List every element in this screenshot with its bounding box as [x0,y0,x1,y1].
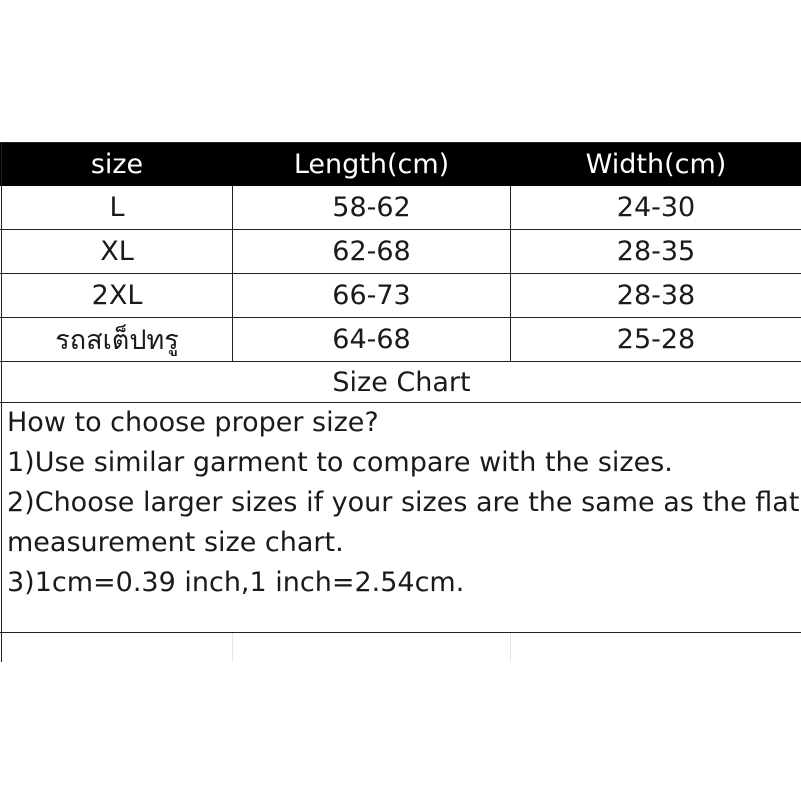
width-cell: 25-28 [616,324,696,355]
grid-line-left [1,142,2,662]
header-length: Length(cm) [293,148,450,180]
notes-line: 2)Choose larger sizes if your sizes are the same as the flat [7,487,800,518]
table-row [0,230,801,273]
grid-line [0,632,801,633]
length-cell: 66-73 [332,280,411,311]
grid-line [0,402,801,403]
width-cell: 28-38 [616,280,696,311]
grid-line [0,361,801,362]
table-caption: Size Chart [332,366,471,398]
table-row [0,318,801,361]
width-cell: 24-30 [616,192,696,223]
notes-title: How to choose proper size? [7,407,379,438]
size-cell: 2XL [91,280,143,311]
table-row [0,186,801,229]
header-size: size [90,148,144,180]
table-header-row [0,142,801,186]
header-width: Width(cm) [585,148,727,180]
size-cell: รถสเต็ปทรู [55,325,179,356]
table-row [0,274,801,317]
grid-line [510,186,511,362]
width-cell: 28-35 [616,236,696,267]
length-cell: 62-68 [332,236,411,267]
size-chart-sheet [0,142,801,662]
notes-line: measurement size chart. [7,527,344,558]
grid-line-faint [510,633,511,662]
grid-line-faint [232,633,233,662]
size-cell: L [109,192,125,223]
grid-line [0,273,801,274]
notes-line: 3)1cm=0.39 inch,1 inch=2.54cm. [7,567,465,598]
size-cell: XL [100,236,134,267]
grid-line [232,186,233,362]
grid-line-top [0,142,801,143]
length-cell: 58-62 [332,192,411,223]
length-cell: 64-68 [332,324,411,355]
grid-line [0,317,801,318]
notes-line: 1)Use similar garment to compare with the sizes. [7,447,673,478]
size-guide-notes [7,403,800,603]
grid-line [0,229,801,230]
